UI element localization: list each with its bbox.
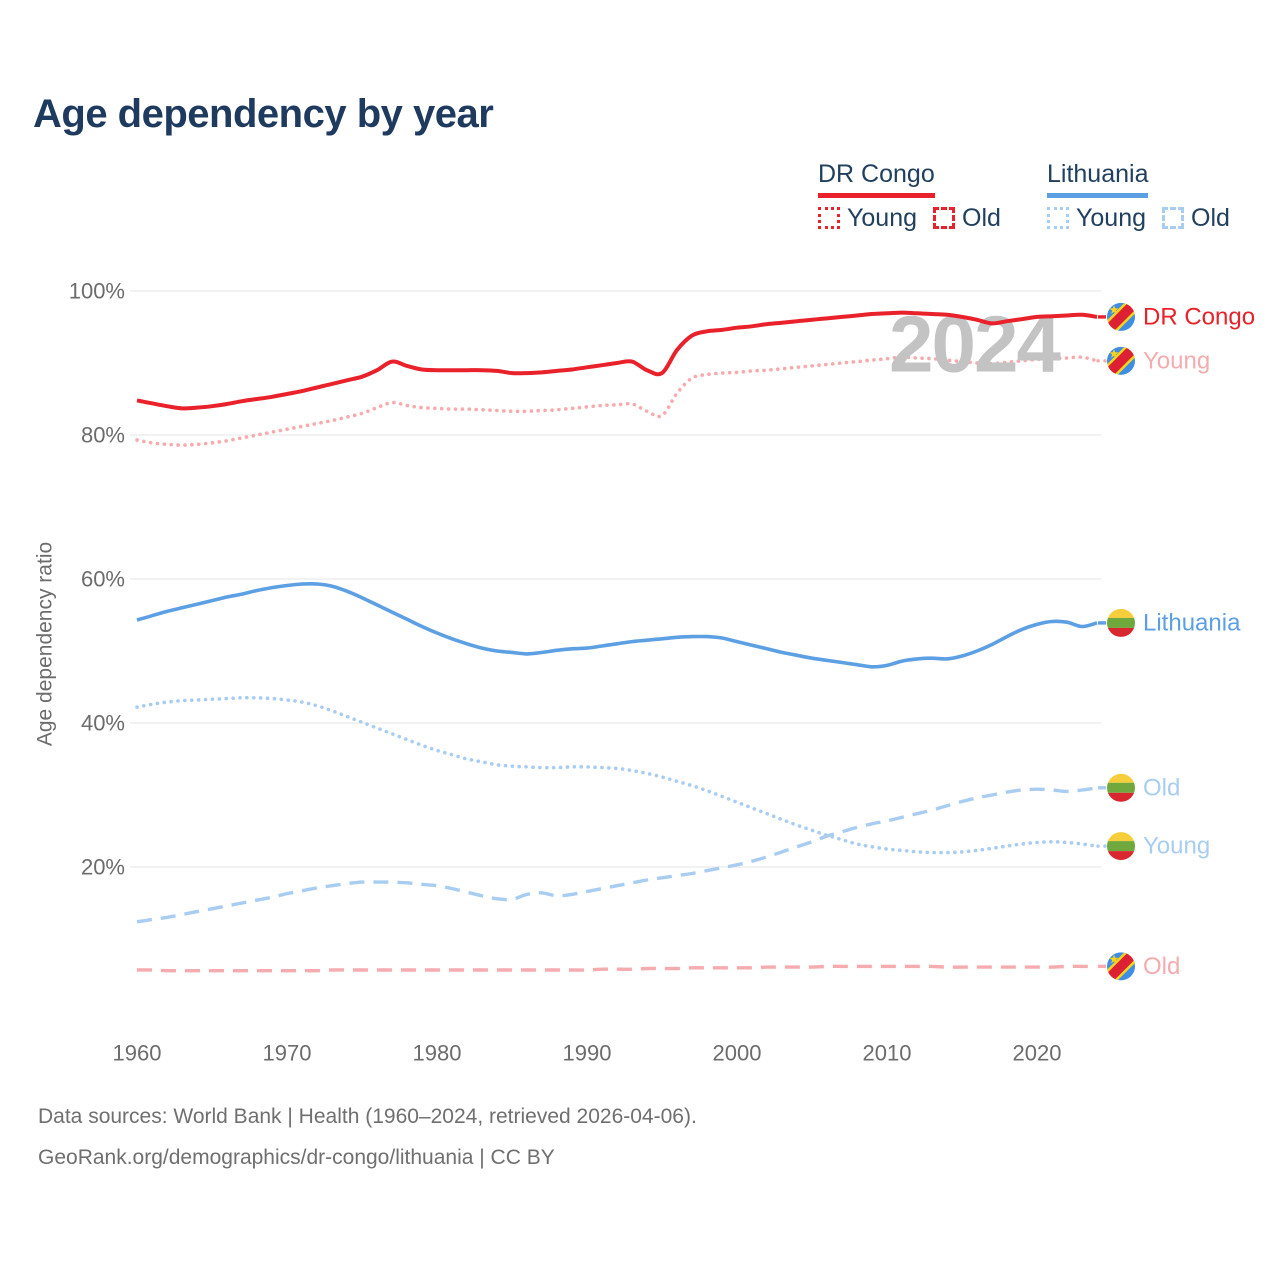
legend-swatch-dr-congo-old: [933, 207, 955, 229]
y-tick-label-100: 100%: [68, 278, 125, 304]
series-line-lithuania-total: [137, 584, 1097, 667]
legend-label-lithuania-old: Old: [1191, 203, 1230, 232]
legend-swatch-lithuania-old: [1162, 207, 1184, 229]
end-label-dr-congo-young: Young: [1143, 347, 1211, 375]
dr-congo-flag-icon: [1101, 946, 1141, 986]
y-axis-title: Age dependency ratio: [33, 541, 57, 747]
x-tick-label-1970: 1970: [262, 1040, 312, 1066]
series-line-lithuania-young: [137, 698, 1097, 853]
legend-group-dr-congo: [818, 161, 1017, 232]
legend-country-dr-congo: DR Congo: [818, 161, 935, 198]
end-label-lithuania-young: Young: [1143, 832, 1211, 860]
legend-swatch-lithuania-young: [1047, 207, 1069, 229]
watermark-year: 2024: [889, 299, 1059, 389]
legend-label-dr-congo-young: Young: [847, 203, 917, 232]
dr-congo-flag-icon: [1101, 297, 1141, 337]
lithuania-flag-icon: [1106, 831, 1136, 861]
y-tick-label-60: 60%: [80, 566, 125, 592]
x-tick-label-2020: 2020: [1012, 1040, 1062, 1066]
x-tick-label-2000: 2000: [712, 1040, 762, 1066]
dr-congo-flag-icon: [1101, 341, 1141, 381]
legend-label-dr-congo-old: Old: [962, 203, 1001, 232]
series-line-lithuania-old: [137, 788, 1097, 922]
lithuania-flag-icon: [1106, 608, 1136, 638]
legend-swatch-dr-congo-young: [818, 207, 840, 229]
x-tick-label-2010: 2010: [862, 1040, 912, 1066]
end-label-dr-congo-total: DR Congo: [1143, 303, 1256, 331]
legend-label-lithuania-young: Young: [1076, 203, 1146, 232]
x-tick-label-1980: 1980: [412, 1040, 462, 1066]
data-sources-line: Data sources: World Bank | Health (1960–2024, retrieved 2026-04-06).: [38, 1105, 697, 1128]
series-line-dr-congo-old: [137, 966, 1097, 970]
x-tick-label-1990: 1990: [562, 1040, 612, 1066]
end-label-lithuania-old: Old: [1143, 774, 1181, 802]
x-tick-label-1960: 1960: [112, 1040, 162, 1066]
end-label-lithuania-total: Lithuania: [1143, 609, 1241, 637]
legend-group-lithuania: [1047, 161, 1246, 232]
y-tick-label-20: 20%: [80, 854, 125, 880]
lithuania-flag-icon: [1106, 773, 1136, 803]
y-tick-label-80: 80%: [80, 422, 125, 448]
page-title: Age dependency by year: [33, 92, 494, 136]
legend-country-lithuania: Lithuania: [1047, 161, 1148, 198]
end-label-dr-congo-old: Old: [1143, 952, 1181, 980]
y-tick-label-40: 40%: [80, 710, 125, 736]
source-url-line: GeoRank.org/demographics/dr-congo/lithuania | CC BY: [38, 1146, 555, 1169]
legend-items-lithuania: [1047, 205, 1246, 233]
legend-items-dr-congo: [818, 205, 1017, 233]
attribution: [38, 1096, 697, 1178]
